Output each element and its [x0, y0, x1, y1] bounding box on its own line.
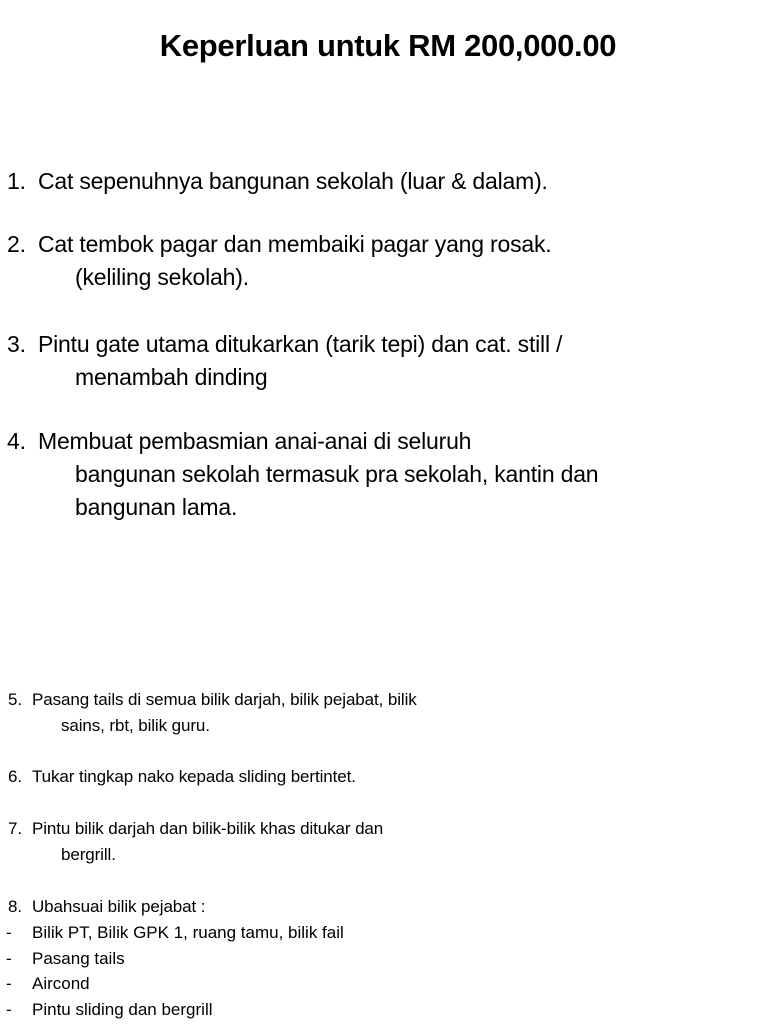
item-text: Pintu bilik darjah dan bilik-bilik khas ditukar dan — [32, 819, 384, 838]
list-item-7 — [8, 816, 383, 868]
item-text-continuation: bangunan sekolah termasuk pra sekolah, kantin dan — [75, 461, 599, 487]
item-text: Pasang tails di semua bilik darjah, bilik pejabat, bilik — [32, 690, 417, 709]
list-item-4 — [7, 425, 598, 524]
item-number: 8. — [8, 897, 22, 916]
list-item-1 — [7, 165, 548, 198]
sub-item — [6, 946, 344, 972]
sub-item-text: Pintu sliding dan bergrill — [32, 999, 213, 1019]
item-text-continuation: bangunan lama. — [75, 494, 238, 520]
item-number: 3. — [7, 331, 26, 357]
sub-item-text: Pasang tails — [32, 948, 125, 968]
list-item-8 — [8, 894, 205, 920]
item-text-continuation: (keliling sekolah). — [75, 264, 249, 290]
item-number: 6. — [8, 767, 22, 786]
sub-item — [6, 920, 344, 946]
sub-item-text: Bilik PT, Bilik GPK 1, ruang tamu, bilik fail — [32, 923, 344, 942]
item-text: Cat tembok pagar dan membaiki pagar yang rosak. — [38, 231, 552, 257]
sub-item — [6, 997, 344, 1023]
list-item-3 — [7, 328, 562, 394]
item-number: 7. — [8, 819, 22, 838]
sub-item-text: Aircond — [32, 974, 90, 993]
item-text-continuation: sains, rbt, bilik guru. — [61, 716, 210, 735]
dash-bullet: - — [6, 948, 12, 968]
page-title: Keperluan untuk RM 200,000.00 — [159, 28, 617, 63]
item-text: Ubahsuai bilik pejabat : — [32, 897, 206, 916]
list-item-6 — [8, 764, 356, 790]
item-number: 5. — [8, 690, 22, 709]
list-item-5 — [8, 687, 417, 739]
item-text-continuation: bergrill. — [61, 845, 116, 864]
item-text: Cat sepenuhnya bangunan sekolah (luar & dalam). — [38, 168, 548, 194]
sub-item — [6, 971, 344, 997]
dash-bullet: - — [6, 923, 12, 942]
dash-bullet: - — [6, 999, 12, 1019]
item-text: Tukar tingkap nako kepada sliding bertintet. — [32, 767, 356, 786]
item-number: 1. — [7, 168, 26, 194]
item-number: 2. — [7, 231, 26, 257]
item-text: Membuat pembasmian anai-anai di seluruh — [38, 428, 472, 454]
dash-bullet: - — [6, 974, 12, 993]
item-number: 4. — [7, 428, 26, 454]
list-item-2 — [7, 228, 552, 294]
sub-item-list — [6, 920, 344, 1022]
item-text-continuation: menambah dinding — [75, 364, 268, 390]
item-text: Pintu gate utama ditukarkan (tarik tepi) dan cat. still / — [38, 331, 563, 357]
